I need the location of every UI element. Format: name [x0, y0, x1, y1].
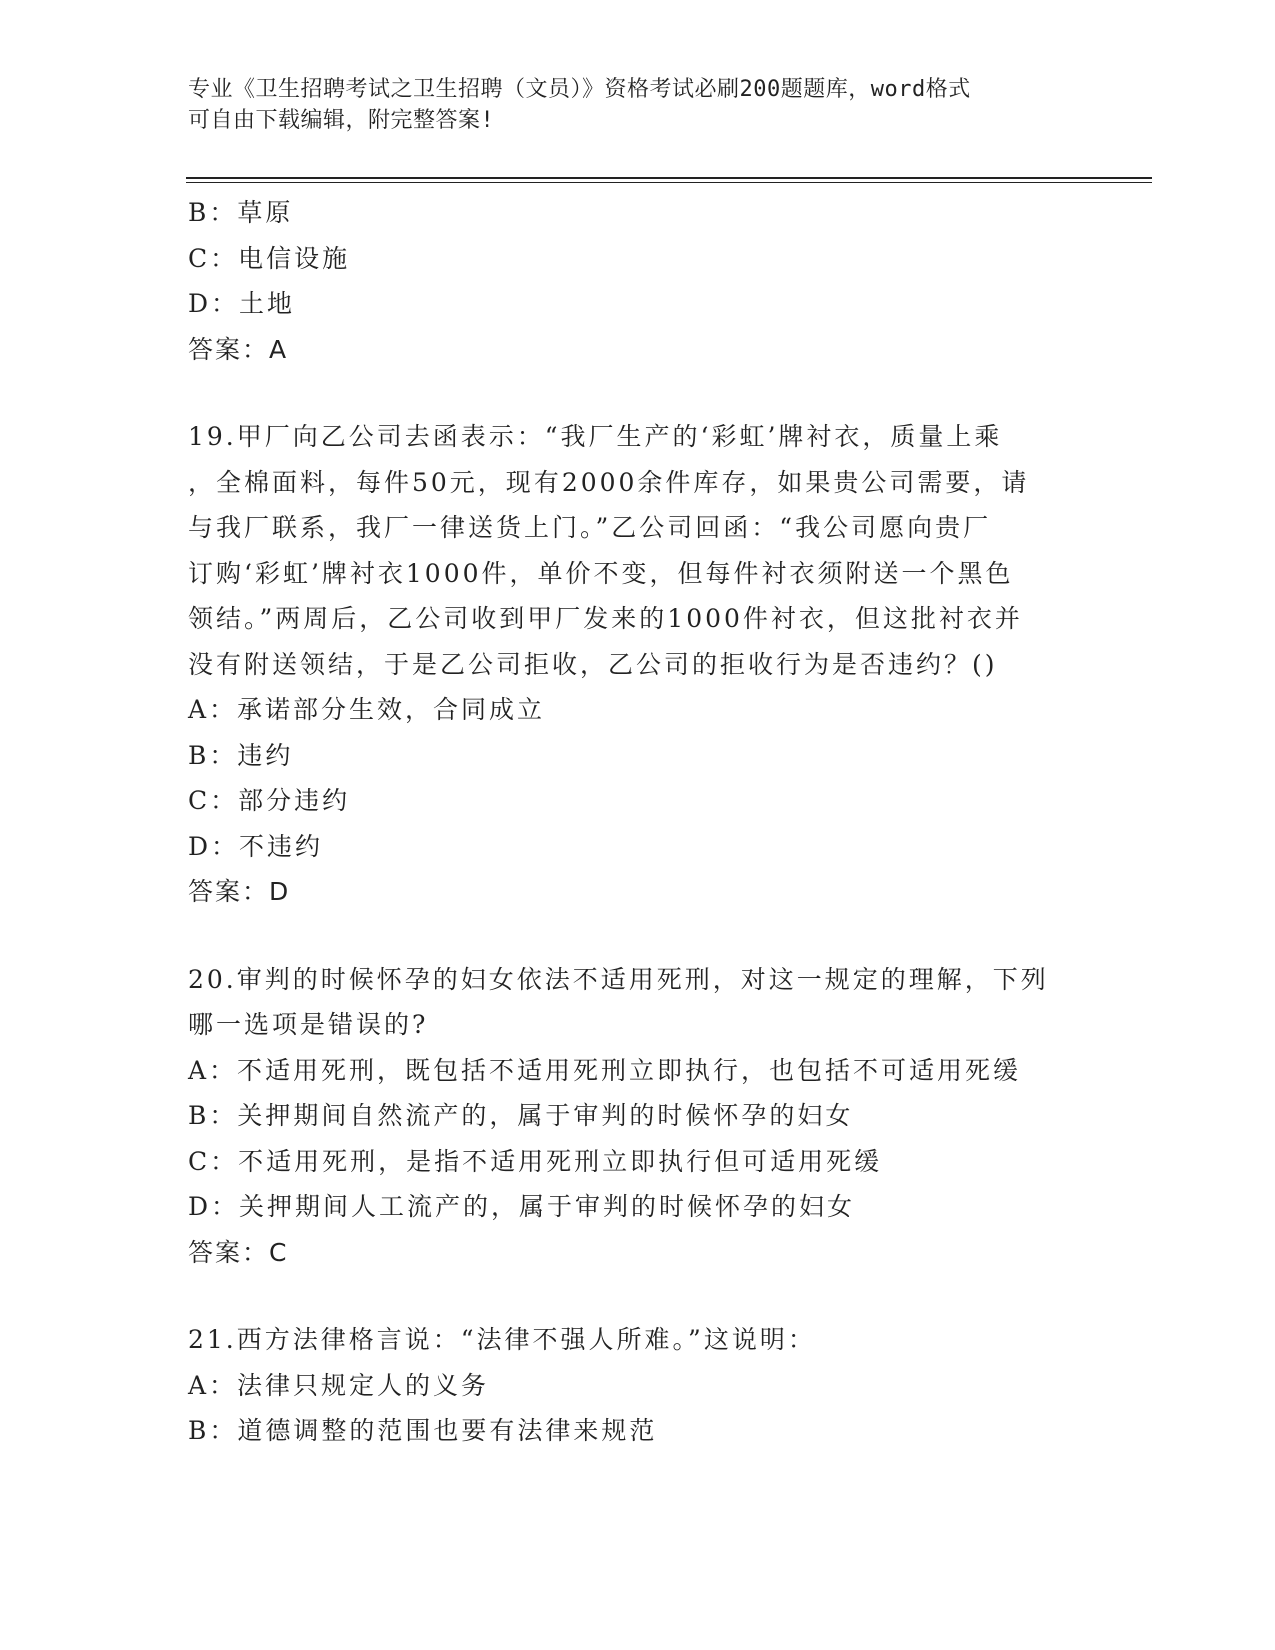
option-a: A：承诺部分生效，合同成立	[188, 695, 546, 724]
header-line-2: 可自由下载编辑，附完整答案!	[188, 108, 495, 133]
header-line-1: 专业《卫生招聘考试之卫生招聘（文员）》资格考试必刷200题题库，word格式	[188, 77, 971, 102]
option-a: A：不适用死刑，既包括不适用死刑立即执行，也包括不可适用死缓	[188, 1055, 1022, 1085]
option-c: C：部分违约	[188, 786, 351, 815]
question-18-tail	[188, 190, 1088, 372]
question-text-line: 没有附送领结，于是乙公司拒收，乙公司的拒收行为是否违约？()	[188, 649, 998, 679]
answer-label: 答案：C	[188, 1237, 289, 1267]
option-c: C：电信设施	[188, 243, 351, 273]
option-d: D：不违约	[188, 831, 324, 861]
option-b: B：违约	[188, 740, 294, 770]
header-divider-thin	[186, 182, 1152, 183]
question-text-line: 20.审判的时候怀孕的妇女依法不适用死刑，对这一规定的理解，下列	[188, 964, 1049, 994]
answer-label: 答案：A	[188, 334, 289, 364]
question-text-line: 19.甲厂向乙公司去函表示：“我厂生产的‘彩虹’牌衬衣，质量上乘	[188, 422, 1003, 451]
option-b: B：道德调整的范围也要有法律来规范	[188, 1416, 658, 1445]
question-list	[188, 190, 1088, 1454]
option-d: D：土地	[188, 289, 296, 318]
question-21	[188, 1317, 1088, 1454]
option-a: A：法律只规定人的义务	[188, 1370, 490, 1400]
answer-label: 答案：D	[188, 877, 291, 906]
question-text-line: 订购‘彩虹’牌衬衣1000件，单价不变，但每件衬衣须附送一个黑色	[188, 558, 1014, 588]
header-divider-thick	[186, 177, 1152, 179]
document-header	[188, 74, 1088, 136]
question-text-line: 哪一选项是错误的?	[188, 1010, 429, 1039]
option-c: C：不适用死刑，是指不适用死刑立即执行但可适用死缓	[188, 1146, 883, 1176]
question-20	[188, 957, 1088, 1276]
question-text-line: 与我厂联系，我厂一律送货上门。”乙公司回函：“我公司愿向贵厂	[188, 513, 992, 542]
question-text-line: ，全棉面料，每件50元，现有2000余件库存，如果贵公司需要，请	[188, 467, 1030, 497]
option-b: B：草原	[188, 198, 294, 227]
option-b: B：关押期间自然流产的，属于审判的时候怀孕的妇女	[188, 1101, 854, 1130]
question-text-line: 21.西方法律格言说：“法律不强人所难。”这说明：	[188, 1325, 816, 1354]
question-19	[188, 414, 1088, 915]
question-text-line: 领结。”两周后，乙公司收到甲厂发来的1000件衬衣，但这批衬衣并	[188, 604, 1023, 633]
option-d: D：关押期间人工流产的，属于审判的时候怀孕的妇女	[188, 1192, 856, 1221]
